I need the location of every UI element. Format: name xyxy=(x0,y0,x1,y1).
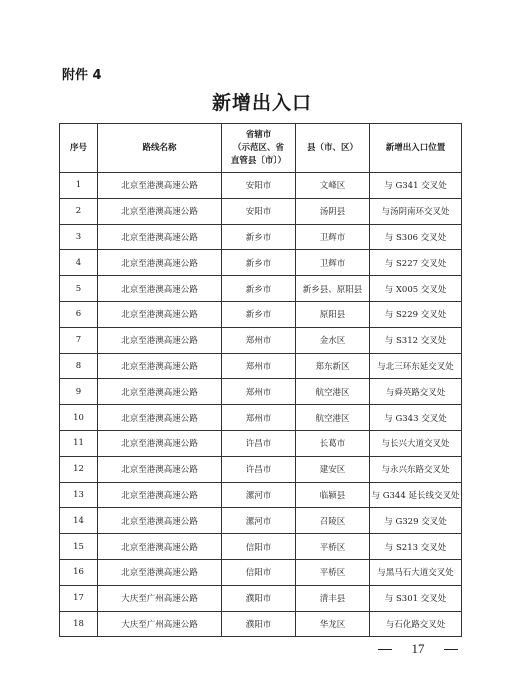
cell-no: 7 xyxy=(60,327,98,353)
cell-city: 安阳市 xyxy=(222,173,296,199)
table-row xyxy=(60,276,462,302)
cell-no: 12 xyxy=(60,456,98,482)
cell-position: 与黑马石大道交叉处 xyxy=(370,559,462,585)
cell-county: 建安区 xyxy=(296,456,370,482)
cell-no: 6 xyxy=(60,301,98,327)
cell-city: 漯河市 xyxy=(222,482,296,508)
cell-no: 18 xyxy=(60,611,98,637)
cell-county: 平桥区 xyxy=(296,534,370,560)
cell-position: 与汤阴南环交叉处 xyxy=(370,198,462,224)
cell-position: 与北三环东延交叉处 xyxy=(370,353,462,379)
page-number-footer xyxy=(378,641,458,657)
cell-city: 信阳市 xyxy=(222,559,296,585)
cell-city: 新乡市 xyxy=(222,276,296,302)
cell-position: 与 G329 交叉处 xyxy=(370,508,462,534)
cell-county: 汤阴县 xyxy=(296,198,370,224)
cell-no: 1 xyxy=(60,173,98,199)
cell-county: 卫辉市 xyxy=(296,224,370,250)
cell-position: 与 S229 交叉处 xyxy=(370,301,462,327)
cell-route: 北京至港澳高速公路 xyxy=(98,508,222,534)
cell-county: 航空港区 xyxy=(296,379,370,405)
header-no: 序号 xyxy=(60,124,98,173)
cell-county: 卫辉市 xyxy=(296,250,370,276)
table-row xyxy=(60,559,462,585)
cell-route: 北京至港澳高速公路 xyxy=(98,173,222,199)
table-row xyxy=(60,327,462,353)
cell-city: 郑州市 xyxy=(222,353,296,379)
cell-position: 与 S227 交叉处 xyxy=(370,250,462,276)
cell-city: 新乡市 xyxy=(222,224,296,250)
cell-city: 濮阳市 xyxy=(222,585,296,611)
cell-no: 15 xyxy=(60,534,98,560)
cell-route: 北京至港澳高速公路 xyxy=(98,224,222,250)
table-row xyxy=(60,353,462,379)
cell-city: 安阳市 xyxy=(222,198,296,224)
cell-county: 航空港区 xyxy=(296,405,370,431)
cell-no: 11 xyxy=(60,430,98,456)
cell-county: 新乡县、原阳县 xyxy=(296,276,370,302)
page-number: 17 xyxy=(411,641,425,656)
cell-position: 与 X005 交叉处 xyxy=(370,276,462,302)
cell-city: 漯河市 xyxy=(222,508,296,534)
table-row xyxy=(60,301,462,327)
cell-route: 大庆至广州高速公路 xyxy=(98,611,222,637)
document-title: 新增出入口 xyxy=(211,92,312,114)
entrances-table xyxy=(59,123,462,637)
header-city xyxy=(222,124,296,173)
header-city-line3: 直管县〔市〕） xyxy=(230,155,287,166)
table-row xyxy=(60,534,462,560)
cell-no: 3 xyxy=(60,224,98,250)
cell-county: 平桥区 xyxy=(296,559,370,585)
cell-city: 新乡市 xyxy=(222,250,296,276)
cell-no: 13 xyxy=(60,482,98,508)
attachment-label: 附件 4 xyxy=(62,68,102,83)
cell-no: 5 xyxy=(60,276,98,302)
table-row xyxy=(60,173,462,199)
cell-position: 与 S301 交叉处 xyxy=(370,585,462,611)
cell-city: 郑州市 xyxy=(222,405,296,431)
table-row xyxy=(60,250,462,276)
cell-county: 华龙区 xyxy=(296,611,370,637)
cell-city: 郑州市 xyxy=(222,327,296,353)
cell-position: 与 S312 交叉处 xyxy=(370,327,462,353)
cell-position: 与 S306 交叉处 xyxy=(370,224,462,250)
cell-county: 临颍县 xyxy=(296,482,370,508)
table-row xyxy=(60,585,462,611)
cell-no: 14 xyxy=(60,508,98,534)
cell-route: 北京至港澳高速公路 xyxy=(98,405,222,431)
table-row xyxy=(60,405,462,431)
cell-county: 长葛市 xyxy=(296,430,370,456)
cell-no: 10 xyxy=(60,405,98,431)
header-route: 路线名称 xyxy=(98,124,222,173)
table-row xyxy=(60,508,462,534)
table-row xyxy=(60,379,462,405)
page-dash-right xyxy=(444,649,458,650)
cell-route: 北京至港澳高速公路 xyxy=(98,534,222,560)
cell-route: 北京至港澳高速公路 xyxy=(98,198,222,224)
cell-route: 北京至港澳高速公路 xyxy=(98,353,222,379)
cell-county: 原阳县 xyxy=(296,301,370,327)
cell-route: 北京至港澳高速公路 xyxy=(98,276,222,302)
header-county: 县（市、区） xyxy=(296,124,370,173)
cell-position: 与 G344 延长线交叉处 xyxy=(370,482,462,508)
cell-route: 北京至港澳高速公路 xyxy=(98,301,222,327)
cell-position: 与 S213 交叉处 xyxy=(370,534,462,560)
cell-no: 8 xyxy=(60,353,98,379)
cell-no: 2 xyxy=(60,198,98,224)
table-row xyxy=(60,430,462,456)
cell-route: 北京至港澳高速公路 xyxy=(98,559,222,585)
cell-route: 北京至港澳高速公路 xyxy=(98,456,222,482)
cell-no: 16 xyxy=(60,559,98,585)
cell-position: 与舜英路交叉处 xyxy=(370,379,462,405)
table-row xyxy=(60,482,462,508)
cell-route: 北京至港澳高速公路 xyxy=(98,482,222,508)
cell-route: 北京至港澳高速公路 xyxy=(98,327,222,353)
cell-position: 与 G343 交叉处 xyxy=(370,405,462,431)
cell-city: 濮阳市 xyxy=(222,611,296,637)
cell-city: 新乡市 xyxy=(222,301,296,327)
cell-no: 4 xyxy=(60,250,98,276)
cell-city: 信阳市 xyxy=(222,534,296,560)
header-position: 新增出入口位置 xyxy=(370,124,462,173)
page-dash-left xyxy=(378,649,392,650)
cell-city: 郑州市 xyxy=(222,379,296,405)
cell-position: 与长兴大道交叉处 xyxy=(370,430,462,456)
cell-no: 17 xyxy=(60,585,98,611)
table-header-row xyxy=(60,124,462,173)
header-city-line1: 省辖市 xyxy=(245,129,272,140)
cell-route: 大庆至广州高速公路 xyxy=(98,585,222,611)
cell-position: 与石化路交叉处 xyxy=(370,611,462,637)
cell-position: 与 G341 交叉处 xyxy=(370,173,462,199)
header-city-line2: （示范区、省 xyxy=(232,142,284,153)
table-row xyxy=(60,611,462,637)
table-row xyxy=(60,456,462,482)
table-row xyxy=(60,224,462,250)
cell-position: 与永兴东路交叉处 xyxy=(370,456,462,482)
cell-no: 9 xyxy=(60,379,98,405)
cell-route: 北京至港澳高速公路 xyxy=(98,379,222,405)
cell-county: 召陵区 xyxy=(296,508,370,534)
cell-county: 文峰区 xyxy=(296,173,370,199)
cell-county: 清丰县 xyxy=(296,585,370,611)
cell-route: 北京至港澳高速公路 xyxy=(98,430,222,456)
cell-county: 郑东新区 xyxy=(296,353,370,379)
cell-route: 北京至港澳高速公路 xyxy=(98,250,222,276)
cell-county: 金水区 xyxy=(296,327,370,353)
cell-city: 许昌市 xyxy=(222,430,296,456)
cell-city: 许昌市 xyxy=(222,456,296,482)
table-row xyxy=(60,198,462,224)
